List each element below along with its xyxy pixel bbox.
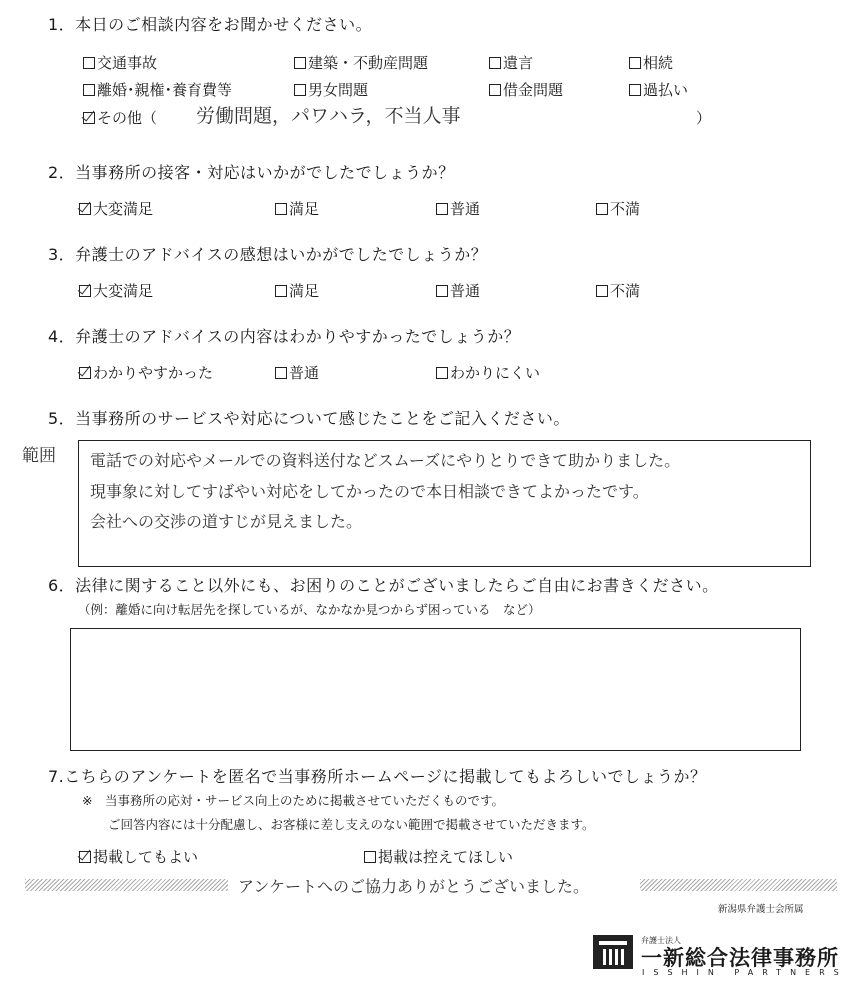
- q7-note-2: ご回答内容には十分配慮し、お客様に差し支えのない範囲で掲載させていただきます。: [108, 817, 595, 832]
- checkbox-box[interactable]: [629, 84, 641, 96]
- checkbox-box[interactable]: [489, 84, 501, 96]
- other-handwritten-answer[interactable]: 労働問題，パワハラ，不当人事: [196, 105, 461, 127]
- checkbox-box[interactable]: [275, 203, 287, 215]
- thanks-message: アンケートへのご協力ありがとうございました。: [238, 877, 590, 896]
- checkbox-box[interactable]: [489, 57, 501, 69]
- q7-note-1: ※ 当事務所の応対・サービス向上のために掲載させていただくものです。: [82, 793, 504, 808]
- q3-option-dissatisfied[interactable]: 不満: [596, 280, 640, 301]
- q4-option-normal[interactable]: 普通: [275, 362, 319, 383]
- checkbox-box[interactable]: [294, 84, 306, 96]
- margin-handwritten-note: 範囲: [22, 446, 56, 466]
- checkbox-box[interactable]: [294, 57, 306, 69]
- firm-logo-icon: [593, 935, 633, 969]
- checkbox-box-checked[interactable]: [83, 112, 95, 124]
- q2-option-dissatisfied[interactable]: 不満: [596, 198, 640, 219]
- question-2: 2．当事務所の接客・対応はいかがでしたでしょうか？: [48, 163, 455, 182]
- q3-option-normal[interactable]: 普通: [436, 280, 480, 301]
- q3-option-satisfied[interactable]: 満足: [275, 280, 319, 301]
- checkbox-construction-realestate[interactable]: 建築・不動産問題: [294, 52, 428, 73]
- question-5: 5．当事務所のサービスや対応について感じたことをご記入ください。: [48, 409, 570, 428]
- logo-firm-name: 一新総合法律事務所: [641, 946, 839, 970]
- q2-option-very-satisfied[interactable]: 大変満足: [79, 198, 153, 219]
- q5-answer-line-1: 電話での対応やメールでの資料送付などスムーズにやりとりできて助かりました。: [90, 451, 681, 470]
- checkbox-box[interactable]: [436, 285, 448, 297]
- checkbox-box-checked[interactable]: [79, 203, 91, 215]
- q4-option-easy[interactable]: わかりやすかった: [79, 362, 213, 383]
- checkbox-box[interactable]: [629, 57, 641, 69]
- checkbox-box[interactable]: [596, 285, 608, 297]
- checkbox-will[interactable]: 遺言: [489, 52, 533, 73]
- q7-option-allow[interactable]: 掲載してもよい: [79, 846, 198, 867]
- checkbox-box[interactable]: [275, 367, 287, 379]
- q6-answer-box[interactable]: [70, 628, 801, 751]
- q2-option-satisfied[interactable]: 満足: [275, 198, 319, 219]
- checkbox-traffic-accident[interactable]: 交通事故: [83, 52, 157, 73]
- other-close-paren: ）: [696, 109, 712, 127]
- q5-answer-line-3: 会社への交渉の道すじが見えました。: [90, 512, 363, 531]
- checkbox-box[interactable]: [596, 203, 608, 215]
- checkbox-inheritance[interactable]: 相続: [629, 52, 673, 73]
- decorative-hatch-left: [25, 879, 228, 891]
- checkbox-box[interactable]: [364, 851, 376, 863]
- logo-entity-type: 弁護士法人: [641, 936, 681, 945]
- checkbox-box[interactable]: [83, 84, 95, 96]
- question-6: 6．法律に関すること以外にも、お困りのことがございましたらご自由にお書きください。: [48, 576, 719, 595]
- logo-english-name: ISSHIN PARTNERS: [642, 968, 848, 977]
- checkbox-overpayment[interactable]: 過払い: [629, 79, 688, 100]
- checkbox-box[interactable]: [436, 203, 448, 215]
- q3-option-very-satisfied[interactable]: 大変満足: [79, 280, 153, 301]
- question-3: 3．弁護士のアドバイスの感想はいかがでしたでしょうか？: [48, 245, 488, 264]
- question-1: 1．本日のご相談内容をお聞かせください。: [48, 15, 373, 34]
- q4-option-difficult[interactable]: わかりにくい: [436, 362, 540, 383]
- question-7: 7.こちらのアンケートを匿名で当事務所ホームページに掲載してもよろしいでしょうか？: [48, 767, 707, 786]
- q6-example: （例：離婚に向け転居先を探しているが、なかなか見つからず困っている など）: [78, 602, 541, 617]
- question-4: 4．弁護士のアドバイスの内容はわかりやすかったでしょうか？: [48, 327, 521, 346]
- checkbox-box[interactable]: [83, 57, 95, 69]
- checkbox-box-checked[interactable]: [79, 285, 91, 297]
- checkbox-box-checked[interactable]: [79, 367, 91, 379]
- q5-answer-line-2: 現事象に対してすばやい対応をしてかったので本日相談できてよかったです。: [90, 482, 649, 501]
- checkbox-other[interactable]: その他（: [83, 107, 157, 128]
- checkbox-box[interactable]: [275, 285, 287, 297]
- q7-option-decline[interactable]: 掲載は控えてほしい: [364, 846, 513, 867]
- checkbox-divorce[interactable]: 離婚･親権･養育費等: [83, 79, 232, 100]
- checkbox-debt[interactable]: 借金問題: [489, 79, 563, 100]
- checkbox-box[interactable]: [436, 367, 448, 379]
- decorative-hatch-right: [640, 879, 837, 891]
- bar-association: 新潟県弁護士会所属: [718, 904, 804, 915]
- checkbox-box-checked[interactable]: [79, 851, 91, 863]
- q2-option-normal[interactable]: 普通: [436, 198, 480, 219]
- checkbox-gender-issues[interactable]: 男女問題: [294, 79, 368, 100]
